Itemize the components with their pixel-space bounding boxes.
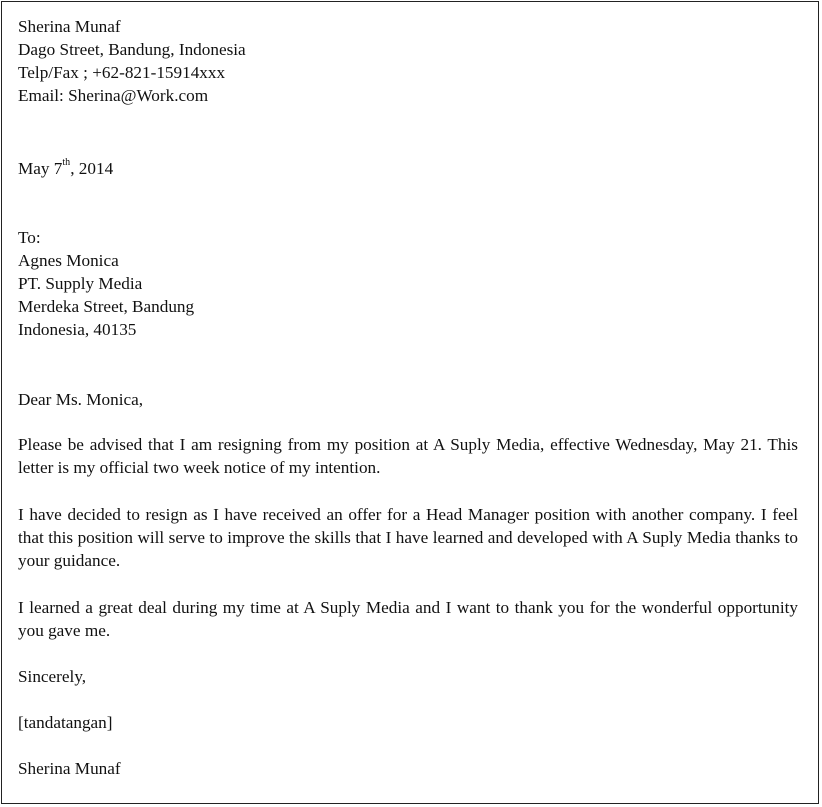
sender-block — [18, 15, 798, 107]
salutation: Dear Ms. Monica, — [18, 390, 144, 409]
sender-phone: Telp/Fax ; +62-821-15914xxx — [18, 63, 226, 82]
recipient-name: Agnes Monica — [18, 251, 119, 270]
recipient-block — [18, 226, 798, 341]
recipient-company: PT. Supply Media — [18, 274, 143, 293]
date-month-day: May 7 — [18, 159, 63, 178]
signature-placeholder: [tandatangan] — [18, 713, 113, 732]
sender-name: Sherina Munaf — [18, 17, 121, 36]
body-paragraph-1: Please be advised that I am resigning from my position at A Suply Media, effective Wednesday, May 21. This letter is my official two week notice of my intention. — [18, 435, 798, 477]
sender-address: Dago Street, Bandung, Indonesia — [18, 40, 246, 59]
body-paragraph-2: I have decided to resign as I have received an offer for a Head Manager position with another company. I feel that this position will serve to improve the skills that I have learned and developed with A Suply Media thanks to your guidance. — [18, 505, 798, 570]
recipient-country-zip: Indonesia, 40135 — [18, 320, 137, 339]
sender-email: Email: Sherina@Work.com — [18, 86, 209, 105]
signer-name: Sherina Munaf — [18, 759, 121, 778]
recipient-label: To: — [18, 228, 41, 247]
letter-date — [18, 157, 798, 180]
body-paragraph-3: I learned a great deal during my time at A Suply Media and I want to thank you for the wonderful opportunity you gave me. — [18, 598, 798, 640]
letter-page — [1, 1, 819, 804]
date-year: , 2014 — [70, 159, 114, 178]
closing: Sincerely, — [18, 667, 87, 686]
date-suffix: th — [62, 157, 71, 169]
recipient-street: Merdeka Street, Bandung — [18, 297, 195, 316]
